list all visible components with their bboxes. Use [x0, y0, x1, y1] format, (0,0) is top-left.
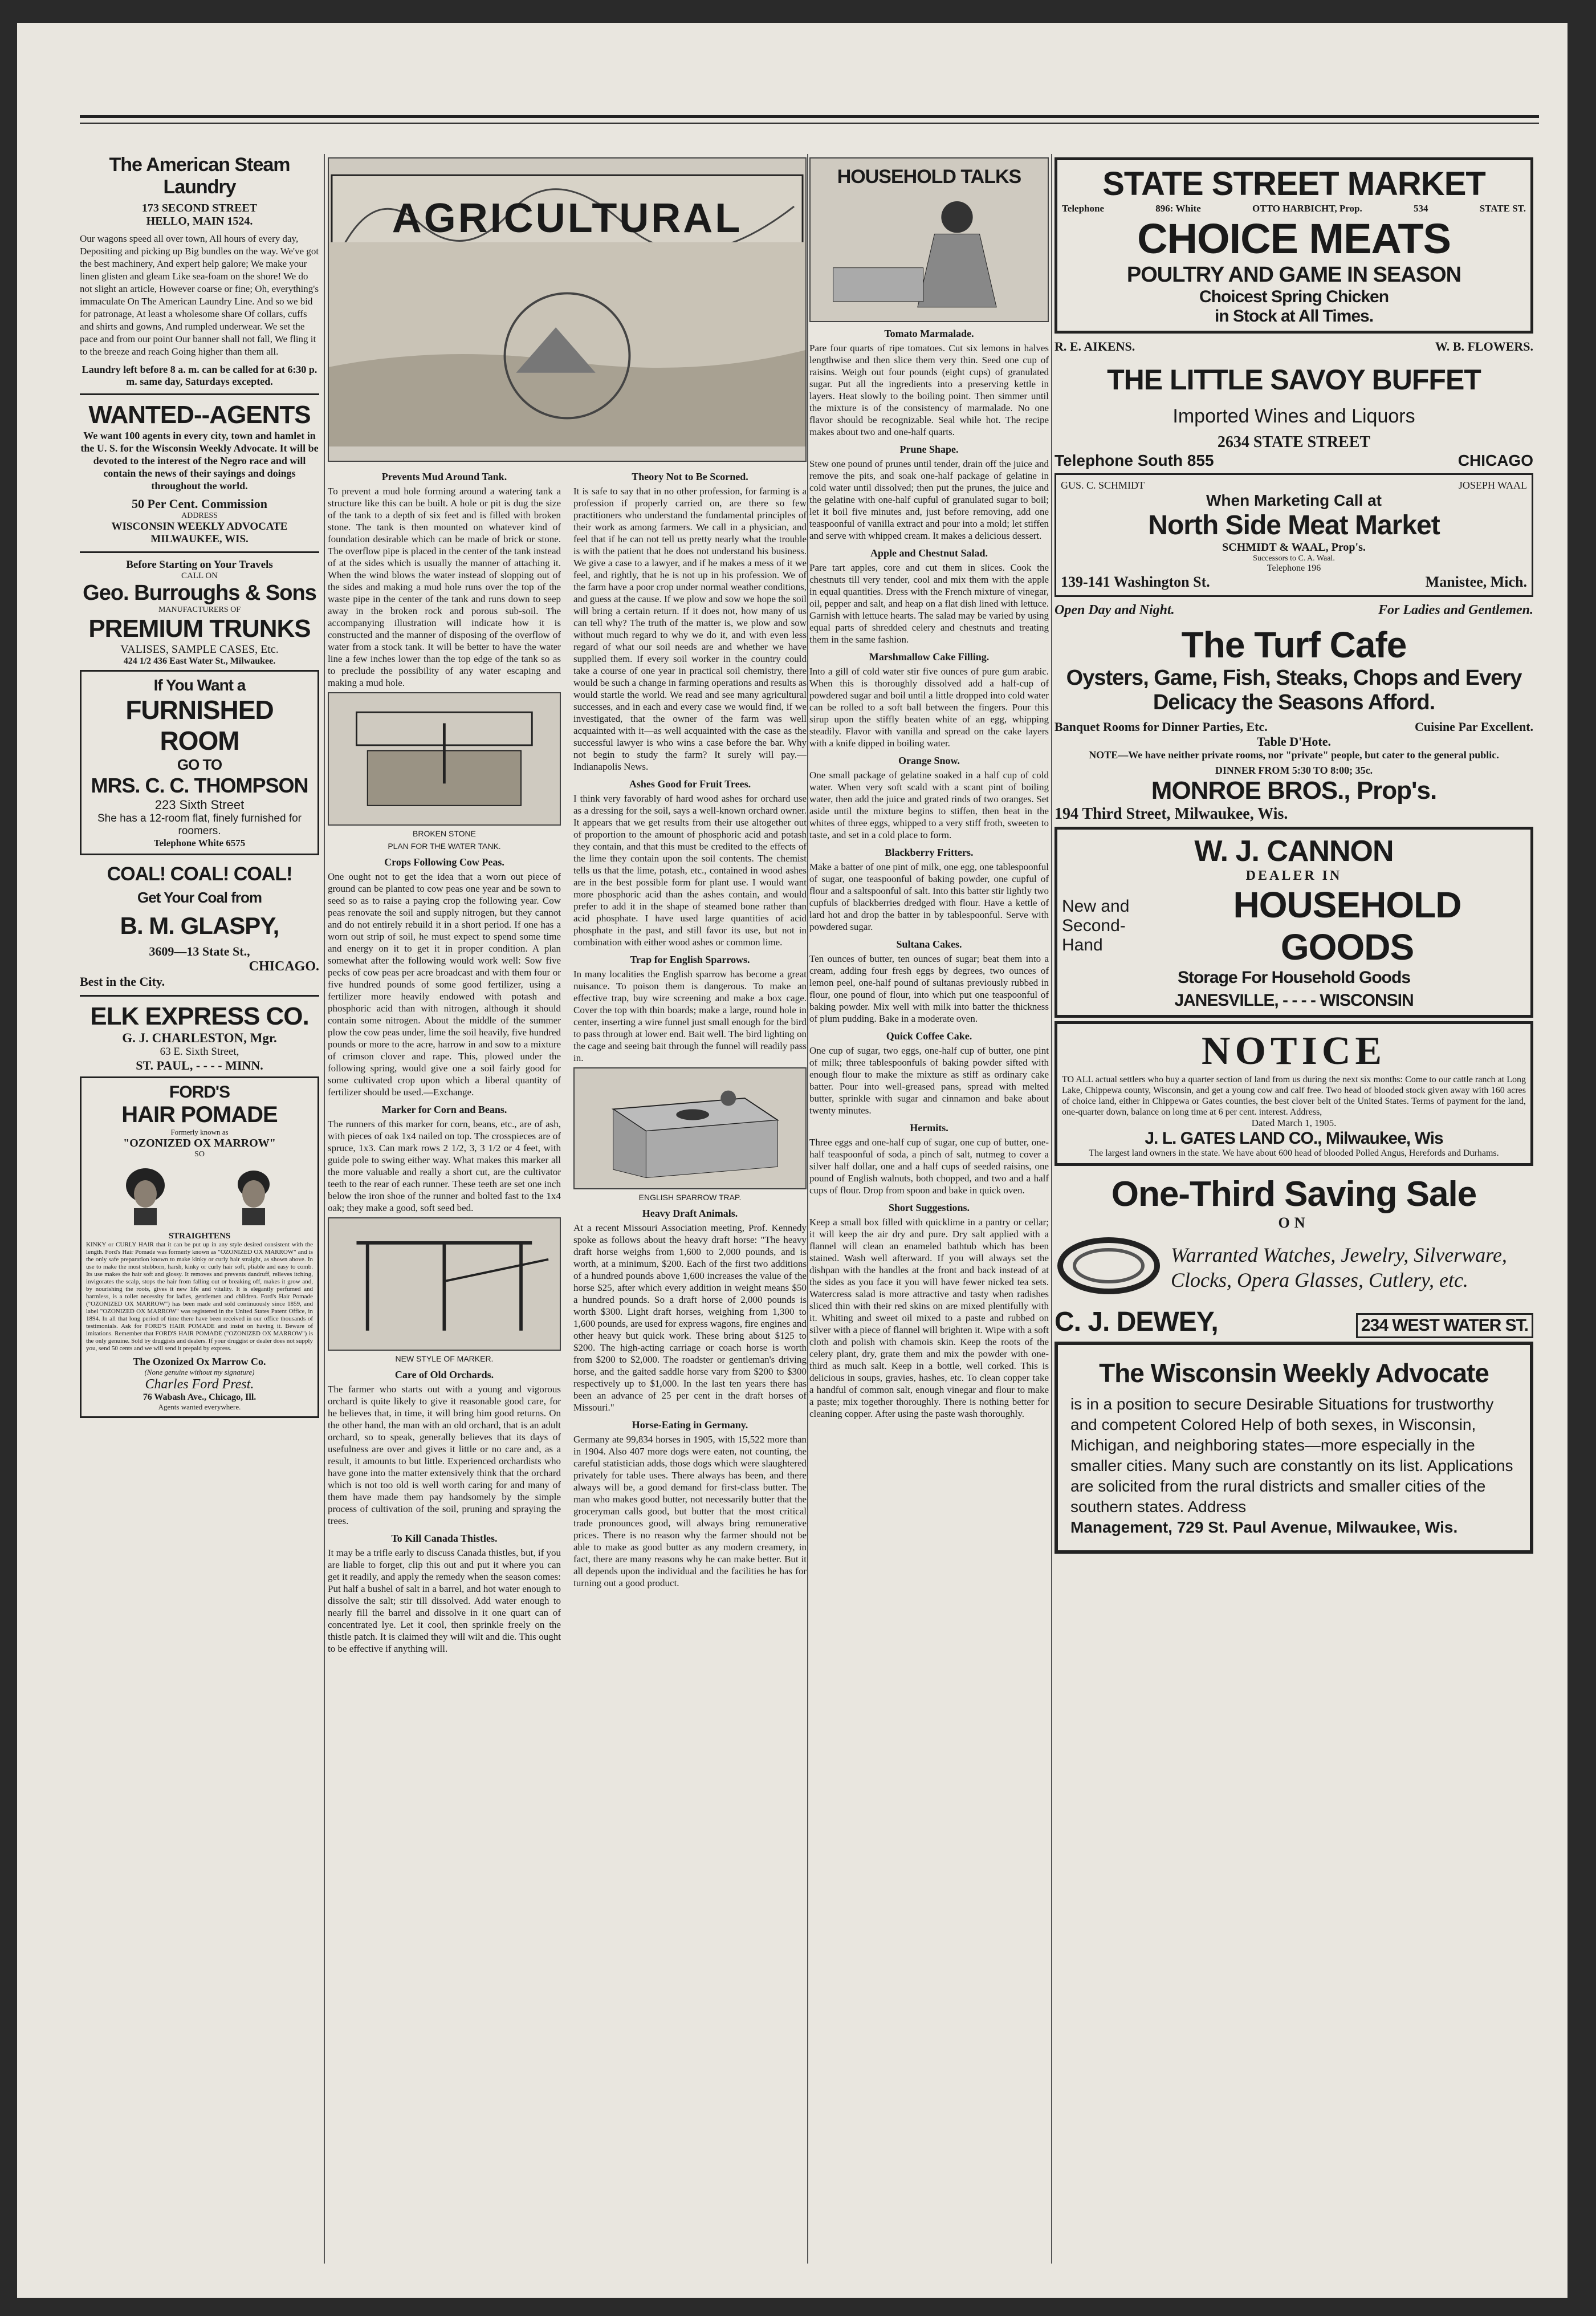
dewey-on: ON — [1278, 1214, 1310, 1231]
water-tank-image — [328, 692, 561, 826]
divider — [80, 551, 319, 553]
column-rule — [1051, 154, 1052, 2264]
savoy-owners — [1054, 339, 1533, 354]
column-rule — [324, 154, 325, 2264]
express-ad — [80, 1002, 319, 1073]
turf-line2: Delicacy the Seasons Afford. — [1153, 690, 1435, 714]
pomade-title1: FORD'S — [169, 1083, 230, 1102]
turf-note: NOTE—We have neither private rooms, nor "private" people, but cater to the general public. — [1089, 749, 1499, 761]
meat-address: 139-141 Washington St. — [1061, 574, 1210, 590]
column-left-ads — [80, 154, 319, 2264]
turf-cafe-ad — [1054, 603, 1533, 823]
market-poultry: POULTRY AND GAME IN SEASON — [1126, 263, 1461, 287]
advocate-title: The Wisconsin Weekly Advocate — [1099, 1358, 1489, 1388]
top-rule — [80, 115, 1539, 124]
pomade-ad — [80, 1076, 319, 1418]
recipe-item — [809, 847, 1049, 933]
pomade-title2: HAIR POMADE — [121, 1102, 278, 1127]
mud-head: Prevents Mud Around Tank. — [381, 471, 507, 482]
recipe-item — [809, 1122, 1049, 1196]
market-prop: OTTO HARBICHT, Prop. — [1252, 203, 1362, 214]
advocate-body: is in a position to secure Desirable Situations for trustworthy and competent Colored Help of both sexes, in Wisconsin, Michigan, and neighboring states—more especially in the smaller cities. Many such are constantly on its list. Applications are solicited from the rural districts and smaller cities of the southern states. Address — [1070, 1395, 1513, 1515]
turf-line1: Oysters, Game, Fish, Steaks, Chops and Every — [1066, 666, 1522, 690]
dewey-name: C. J. DEWEY, — [1054, 1307, 1218, 1337]
advocate-ad — [1054, 1342, 1533, 1554]
coal-ad — [80, 863, 319, 989]
household-woman-image — [816, 188, 1041, 314]
ashes-head: Ashes Good for Fruit Trees. — [629, 778, 751, 790]
notice-dated: Dated March 1, 1905. — [1251, 1118, 1337, 1128]
portrait-after-image — [206, 1163, 302, 1228]
turf-left: Open Day and Night. — [1054, 603, 1175, 617]
turf-address: 194 Third Street, Milwaukee, Wis. — [1054, 805, 1288, 823]
marker-text: The runners of this marker for corn, beans, etc., are of ash, with pieces of oak 1x4 nailed on top. The crosspieces are of spruce, 1x3. Can mark rows 2 1/2, 3, 3 1/2 or 4 feet, with guide pole to swing either way. What makes this marker all the more valuable and really a short cut, are the cultivator teeth to the rear of each runner. These teeth are set one inch below the iron shoe of the runner and bolted fast to the 1x4 oak; they make a good, soft seed bed. — [328, 1119, 561, 1213]
pomade-so: SO — [194, 1150, 205, 1159]
cannon-new: New and — [1062, 897, 1130, 916]
wanted-commission: 50 Per Cent. Commission — [132, 497, 267, 511]
cannon-city: JANESVILLE, - - - - WISCONSIN — [1174, 991, 1414, 1010]
recipe-head: Marshmallow Cake Filling. — [869, 651, 990, 663]
room-line2: FURNISHED ROOM — [125, 695, 274, 755]
room-body: She has a 12-room flat, finely furnished for roomers. — [97, 812, 302, 837]
crops-text: One ought not to get the idea that a worn out piece of ground can be planted to cow peas one year and be sown to seed so as to raise a paying crop the following year. Cow peas renovate the soil and supply nitrogen, but they cannot and do not entirely rebuild it in a short period. If one has a worn out strip of soil, he must expect to spend some time and energy on it to get it in proper condition. A plan somewhat after the following would work well: Sow five pecks of cow peas per acre broadcast and with them four or five hundred pounds of some good fertilizer, using a fertilizer more heavily endowed with potash and phosphoric acid than with nitrogen, although it should contain some nitrogen. About the middle of the summer plow the cow peas under, lime the soil heavily, five hundred pounds or more to the acre, harrow in and sow to a mixture of crimson clover and rape. This, plowed under the following spring, would give one a soil fairly good for some cultivated crop upon which a liberal quantity of fertilizer should be used.—Exchange. — [328, 871, 561, 1098]
recipe-item — [809, 755, 1049, 841]
coal-address: 3609—13 State St., — [149, 944, 250, 958]
orchards-text: The farmer who starts out with a young and vigorous orchard is quite likely to give it reasonable good care, for he believes that, in time, it will bring him good returns. On the other hand, the man with an old orchard, that is an adult orchard, so to speak, generally believes that its days of usefulness are over and gives it little or no care and, as a result, it amounts to but little. Experienced orchardists who have gone into the matter extensively think that the orchard which is not too old is well worth caring for and many of them have made them pay handsomely by the simple process of cultivation of the soil, pruning and spraying the trees. — [328, 1384, 561, 1526]
steam-laundry-ad — [80, 154, 319, 388]
agri-col-b — [573, 465, 807, 1655]
market-meats: CHOICE MEATS — [1137, 215, 1451, 262]
recipe-head: Tomato Marmalade. — [884, 328, 974, 339]
recipe-text: Stew one pound of prunes until tender, drain off the juice and remove the pits, and soak one-half package of gelatine in cold water until dissolved; then put the prunes, the juice and the gelatine with one-half cupful of granulated sugar to boil; let it boil five minutes and, just before removing, add one teaspoonful of vanilla extract and pour into a mold; let stiffen and serve with whipped cream. It makes a delicious dessert. — [809, 458, 1049, 541]
cannon-name: W. J. CANNON — [1194, 835, 1394, 868]
trunks-ad — [80, 559, 319, 667]
recipe-head: Hermits. — [910, 1122, 948, 1133]
draft-head: Heavy Draft Animals. — [642, 1208, 738, 1219]
furnished-room-ad — [80, 670, 319, 855]
ashes-text: I think very favorably of hard wood ashes for orchard use as a dressing for the soil, says a well-known orchard owner. It appears that we get results from their use altogether out of proportion to the amount of phosphoric acid and potash they contain, and that this must be credited to the effects of the lime they contain upon the soil contents. The chemist tells us that the lime, potash, etc., contained in wood ashes are in the best possible form for plant use. I would want more phosphoric acid than the ashes contain, and would prefer to add it in the shape of steamed bone rather than acid phosphate. I have used large quantities of acid phosphate in the past, and still favor its use, but not in combination with either wood ashes or common lime. — [573, 793, 807, 948]
theory-head: Theory Not to Be Scorned. — [632, 471, 748, 482]
pomade-straightens: STRAIGHTENS — [168, 1232, 231, 1241]
savoy-phone: Telephone South 855 — [1054, 452, 1214, 469]
room-name: MRS. C. C. THOMPSON — [91, 774, 308, 797]
express-city: ST. PAUL, - - - - MINN. — [136, 1058, 263, 1072]
recipe-head: Apple and Chestnut Salad. — [870, 547, 988, 559]
turf-title: The Turf Cafe — [1181, 624, 1407, 665]
turf-top-row — [1054, 603, 1533, 618]
thistles-text: It may be a trifle early to discuss Canada thistles, but, if you are liable to forget, clip this out and put it where you can get it readily, and apply the remedy when the season comes: Put half a bushel of salt in a barrel, and hot water enough to dissolve the salt; stir till dissolved. Add water enough to nearly fill the barrel and dissolve in it one quart can of concentrated lye. Let it cool, then sprinkle freely on the thistle patch. It is claimed they will wilt and die. This ought to be effective if anything will. — [328, 1547, 561, 1654]
savoy-sub: Imported Wines and Liquors — [1172, 405, 1415, 427]
coal-head: COAL! COAL! COAL! — [107, 863, 292, 885]
coal-line: Get Your Coal from — [137, 889, 262, 906]
pomade-agents: Agents wanted everywhere. — [158, 1403, 241, 1411]
room-line1: If You Want a — [153, 676, 246, 694]
trap-head: Trap for English Sparrows. — [630, 954, 750, 965]
trunks-name: Geo. Burroughs & Sons — [83, 581, 316, 605]
laundry-address: 173 SECOND STREET — [141, 202, 258, 214]
thistles-head: To Kill Canada Thistles. — [391, 1533, 498, 1544]
room-line3: GO TO — [177, 756, 222, 773]
meat-right: JOSEPH WAAL — [1458, 480, 1527, 491]
theory-text: It is safe to say that in no other profession, for farming is a profession if properly carried on, are there so few practitioners who understand the fundamental principles of their work as among farmers. We call in a physician, and feel that if he can not tell us pretty nearly what the trouble is with the patient that he does not understand his business. We give a case to a lawyer, and if he makes a mess of it we feel, and rightly, that he is not up in his profession. We of the farm have a poor crop under normal weather conditions, and guess at the cause. If we plow and sow we hope the soil will bring a certain return. If it does not, how many of us can tell why? The truth of the matter is, we plow and sow without much regard to why we do it, and with even less regard of what our soil needs are and whether we have supplied them. If every soil worker in the country could take a course of one year in practical soil chemistry, there would be such a change in farming operations and results as would startle the world. We read and see many agricultural successes, and in each and every case we would find, if we investigated, that the owner of the farm was well acquainted with it—as well acquainted with the case as the successful lawyer is who wins a case before the bar. Why not begin to study the farm? It surely will pay.—Indianapolis News. — [573, 486, 807, 772]
recipe-head: Prune Shape. — [899, 444, 959, 455]
meat-city: Manistee, Mich. — [1425, 574, 1527, 590]
pomade-note: (None genuine without my signature) — [144, 1368, 255, 1376]
meat-left: GUS. C. SCHMIDT — [1061, 480, 1145, 491]
laundry-phone: HELLO, MAIN 1524. — [146, 215, 253, 227]
meat-market-ad — [1054, 473, 1533, 597]
recipe-head: Short Suggestions. — [888, 1202, 970, 1213]
agricultural-section — [328, 154, 807, 2264]
pomade-ozonized: "OZONIZED OX MARROW" — [123, 1137, 276, 1149]
recipe-text: Pare four quarts of ripe tomatoes. Cut six lemons in halves lengthwise and then slice them very thin. Seed one cup of raisins. Weigh out four pounds (eight cups) of granulated sugar. Put all the ingredients into a preserving kettle in layers. Heat slowly to the boiling point. Then simmer until the mixture is of the consistency of marmalade. No one flavor should be recognizable. Seal while hot. The recipe makes about two and one-half quarts. — [809, 343, 1049, 437]
household-title: HOUSEHOLD TALKS — [837, 166, 1021, 188]
market-street: STATE ST. — [1479, 203, 1526, 214]
household-section — [809, 154, 1049, 2264]
marker-image — [328, 1217, 561, 1351]
dewey-address: 234 WEST WATER ST. — [1356, 1313, 1533, 1338]
meat-market-owners — [1061, 480, 1527, 491]
jewelry-image — [1054, 1232, 1163, 1303]
meat-bottom-row — [1061, 574, 1527, 591]
express-mgr: G. J. CHARLESTON, Mgr. — [122, 1031, 277, 1045]
recipe-item — [809, 1030, 1049, 1116]
pomade-maker: The Ozonized Ox Marrow Co. — [133, 1356, 266, 1367]
column-rule — [807, 154, 808, 2264]
pomade-formerly: Formerly known as — [170, 1128, 229, 1136]
recipe-head: Sultana Cakes. — [896, 938, 962, 950]
market-title: STATE STREET MARKET — [1102, 165, 1485, 202]
turf-props: MONROE BROS., Prop's. — [1151, 777, 1437, 804]
notice-body: TO ALL actual settlers who buy a quarter section of land from us during the next six months: Come to our cattle ranch at Long Lake, Chippewa county, Wisconsin, and get a young cow and calf free. Two head of blooded stock given away with 160 acres of choice land, either in Chippewa or Gates counties, the best clover belt of the United States. Terms of payment for the land, one-quarter down, balance on long time at 6 per cent. interest. Address, — [1062, 1075, 1526, 1117]
dewey-ad — [1054, 1174, 1533, 1338]
recipe-text: One cup of sugar, two eggs, one-half cup of butter, one pint of milk; three tablespoonfuls of baking powder sifted with enough flour to make the mixture as stiff as ordinary cake batter. Pour into well-greased pans, spread with melted butter, sprinkle with sugar and cinnamon and bake about twenty minutes. — [809, 1045, 1049, 1116]
turf-banquet-row — [1054, 720, 1533, 734]
cannon-goods-row — [1062, 884, 1526, 968]
recipe-text: Into a gill of cold water stir five ounces of pure gum arabic. When this is thoroughly dissolved add a half-cup of powdered sugar and boil until a little dropped into cold water can be rolled to a soft ball between the fingers. Pour this sirup upon the stiffly beaten white of an egg, whipping steadily. Flavor with vanilla and spread on the cake layers with a knife dipped in boiling water. — [809, 666, 1049, 749]
market-chicken2: in Stock at All Times. — [1214, 307, 1374, 326]
meat-title: North Side Meat Market — [1148, 510, 1440, 541]
divider — [80, 393, 319, 395]
turf-dinner: DINNER FROM 5:30 TO 8:00; 35c. — [1215, 765, 1373, 776]
pomade-address: 76 Wabash Ave., Chicago, Ill. — [142, 1392, 256, 1402]
wanted-address-label: ADDRESS — [181, 511, 218, 520]
meat-line1: When Marketing Call at — [1206, 491, 1382, 509]
marker-head: Marker for Corn and Beans. — [381, 1104, 507, 1115]
marker-caption: NEW STYLE OF MARKER. — [395, 1354, 494, 1363]
state-market-ad — [1054, 157, 1533, 334]
draft-text: At a recent Missouri Association meeting, Prof. Kennedy spoke as follows about the heavy draft horse: "The heavy draft horse weighs from 1,600 to 2,000 pounds, and is worth, at a minimum, $200. Each of the first two additions of a hundred pounds above 1,600 increases the value of the horse $25, after which every addition in weight means $50 a hundred pounds. So a draft horse of 2,000 pounds is worth $300. Light draft horses, weighing from 1,300 to 1,600 pounds, are used for express wagons, fire engines and other heavy but quick work. These bring about $125 to $200. The high-acting carriage or coach horse is worth from $200 to $2,000. The roadster or gentleman's driving horse, and the gaited saddle horse vary from $200 to $300 respectively up to $1,000. In the last ten years there has been an advance of 25 per cent in the draft horses of Missouri." — [573, 1222, 807, 1413]
market-num: 534 — [1413, 203, 1428, 214]
notice-company: J. L. GATES LAND CO., Milwaukee, Wis — [1145, 1129, 1443, 1148]
savoy-address: 2634 STATE STREET — [1217, 433, 1371, 451]
savoy-left: R. E. AIKENS. — [1054, 339, 1135, 354]
orchards-head: Care of Old Orchards. — [394, 1369, 494, 1380]
room-address: 223 Sixth Street — [154, 798, 245, 812]
laundry-title: The American Steam Laundry — [109, 154, 290, 198]
sparrow-trap-image — [573, 1067, 807, 1189]
meat-tel: Telephone 196 — [1267, 563, 1321, 573]
notice-ad — [1054, 1021, 1533, 1166]
tank-caption: PLAN FOR THE WATER TANK. — [388, 842, 501, 851]
wanted-address: WISCONSIN WEEKLY ADVOCATE MILWAUKEE, WIS. — [111, 521, 288, 545]
household-banner — [809, 157, 1049, 322]
market-chicken1: Choicest Spring Chicken — [1199, 287, 1389, 306]
recipe-item — [809, 938, 1049, 1025]
coal-name: B. M. GLASPY, — [120, 912, 279, 939]
pomade-body: KINKY or CURLY HAIR that it can be put up in any style desired consistent with the length. Ford's Hair Pomade was formerly known as "OZONIZED OX MARROW" and is the only safe preparation known to make kinky or curly hair straight, as shown above. In use to make the most stubborn, harsh, kinky or curly hair soft, pliable and easy to comb. Its use makes the hair soft and glossy. It removes and prevents dandruff, relieves itching, invigorates the scalp, stops the hair from falling out or breaking off, makes it grow and, by nourishing the roots, gives it new life and vitality. It is elegantly perfumed and harmless, is a toilet necessity for ladies, gentlemen and children. Ford's Hair Pomade ("OZONIZED OX MARROW") has been made and sold continuously since 1859, and label "OZONIZED OX MARROW" was registered in the United States Patent Office, in 1894. In all that long period of time there have been received in our office thousands of testimonials. Ask for FORD'S HAIR POMADE and insist on having it. Beware of imitations. Remember that FORD'S HAIR POMADE ("OZONIZED OX MARROW") is the only genuine. Sold by druggists and dealers. If your druggist or dealer does not supply you, send 50 cents and we will send it prepaid by express. — [86, 1241, 313, 1352]
recipe-head: Blackberry Fritters. — [885, 847, 974, 858]
cannon-second: Second-Hand — [1062, 916, 1126, 954]
turf-banquet: Banquet Rooms for Dinner Parties, Etc. — [1054, 720, 1268, 734]
wanted-agents-ad — [80, 401, 319, 546]
notice-herd: The largest land owners in the state. We have about 600 head of blooded Polled Angus, Herefords and Durhams. — [1089, 1148, 1499, 1158]
advocate-address: Management, 729 St. Paul Avenue, Milwaukee, Wis. — [1070, 1518, 1458, 1536]
wanted-body: We want 100 agents in every city, town and hamlet in the U. S. for the Wisconsin Weekly Advocate. It will be devoted to the interest of the Negro race and will contain the news of their sayings and doings throughout the world. — [80, 430, 319, 491]
trunks-mfr: MANUFACTURERS OF — [158, 606, 241, 614]
meat-succ: Successors to C. A. Waal. — [1253, 554, 1335, 563]
trunks-product: PREMIUM TRUNKS — [88, 615, 311, 643]
column-right-ads — [1054, 154, 1533, 2264]
savoy-city: CHICAGO — [1457, 452, 1533, 469]
savoy-title: THE LITTLE SAVOY BUFFET — [1107, 364, 1481, 396]
agri-columns — [328, 465, 807, 1655]
cannon-storage: Storage For Household Goods — [1177, 968, 1410, 987]
recipe-head: Orange Snow. — [898, 755, 960, 766]
notice-title: NOTICE — [1201, 1029, 1387, 1073]
germany-head: Horse-Eating in Germany. — [632, 1419, 748, 1431]
broken-stone-label: BROKEN STONE — [413, 829, 476, 838]
dewey-title: One-Third Saving Sale — [1111, 1175, 1477, 1214]
turf-cuisine: Cuisine Par Excellent. — [1415, 720, 1533, 734]
trunks-call: CALL ON — [181, 571, 218, 580]
trunks-pre: Before Starting on Your Travels — [126, 559, 273, 571]
coal-city: CHICAGO. — [249, 959, 319, 974]
mud-text: To prevent a mud hole forming around a watering tank a structure like this can be built. A hole or pit is dug the size of the tank to a depth of six feet and is filled with broken stone. The tank is then mounted on whatever kind of foundation desirable which can be made of brick or stone. The overflow pipe is placed in the center of the tank instead of at the sides which is usually the manner of attaching it. When the wind blows the water instead of slopping out of the sides and making a mud hole runs over the top of the waste pipe in the center of the tank and runs down to seep away in the broken rock and porous sub-soil. The accompanying illustration will indicate how it is constructed and the manner of disposing of the overflow of water from a stock tank. It will be better to have the water line a few inches lower than the top edge of the tank so as to preclude the possibility of any water escaping and making a mud hole. — [328, 486, 561, 688]
recipe-text: Three eggs and one-half cup of sugar, one cup of butter, one-half teaspoonful of soda, a pinch of salt, nutmeg to cover a silver half dollar, one and a half cups of seeded raisins, one pound of English walnuts, both chopped, and two and a half cups of flour. Drop from spoon and bake in quick oven. — [809, 1137, 1049, 1196]
savoy-bottom-row — [1054, 452, 1533, 470]
recipe-item — [809, 328, 1049, 438]
cannon-dealer: DEALER IN — [1245, 868, 1342, 883]
agri-col-a — [328, 465, 561, 1655]
recipe-text: Pare tart apples, core and cut them in slices. Cook the chestnuts till very tender, cool and mix them with the apple in equal quantities. Dress with the French mixture of vinegar, oil, pepper and salt, and heap on a flat dish lined with lettuce. Garnish with lettuce hearts. The salad may be varied by using equal parts of shredded celery and chestnuts and treating them in the same fashion. — [809, 562, 1049, 645]
newspaper-page — [17, 23, 1567, 2298]
laundry-note: Laundry left before 8 a. m. can be called for at 6:30 p. m. same day, Saturdays excepted. — [82, 364, 317, 387]
recipe-item — [809, 547, 1049, 645]
turf-right: For Ladies and Gentlemen. — [1378, 603, 1533, 617]
cannon-goods: HOUSEHOLD GOODS — [1233, 884, 1461, 968]
pomade-portraits — [97, 1163, 302, 1228]
agricultural-title: AGRICULTURAL — [392, 196, 743, 241]
express-name: ELK EXPRESS CO. — [90, 1002, 309, 1030]
savoy-ad — [1054, 339, 1533, 470]
divider — [80, 995, 319, 997]
trunks-items: VALISES, SAMPLE CASES, Etc. — [120, 643, 279, 656]
portrait-before-image — [97, 1163, 193, 1228]
coal-tag: Best in the City. — [80, 974, 165, 989]
agricultural-banner — [328, 157, 807, 462]
recipe-item — [809, 651, 1049, 749]
market-tel: 896: White — [1155, 203, 1201, 214]
recipe-head: Quick Coffee Cake. — [886, 1030, 972, 1042]
recipe-list — [809, 328, 1049, 1420]
market-info-row — [1062, 203, 1526, 214]
pomade-signature: Charles Ford Prest. — [145, 1377, 254, 1392]
farm-scene-image — [329, 242, 805, 447]
meat-props: SCHMIDT & WAAL, Prop's. — [1222, 541, 1366, 554]
recipe-text: Keep a small box filled with quicklime in a pantry or cellar; it will keep the air dry and pure. Dry salt applied with a flannel will clean an enameled bathtub which has been stained. Wash well afterward. If you will always set the dishpan with the handles at the front and back instead of at the sides as you face it you will have fewer nicked tea sets. Watercress salad is more attractive and tasty when radishes sliced thin with their red skins on are mixed plentifully with it. Whiting and sweet oil mixed to a paste and rubbed on silver with a piece of flannel will brighten it. Wipe with a soft cloth and polish with chamois skin. Keep the roots of the celery plant, dry, grate them and mix the powder with one-third as much salt. Keep in a bottle, well corked. This is delicious in soups, gravies, hashes, etc. To clean copper take a handful of common salt, enough vinegar and flour to make a paste; mix together thoroughly. There is nothing better for cleaning copper. After using the paste wash thoroughly. — [809, 1217, 1049, 1419]
cannon-new-second — [1062, 897, 1163, 955]
savoy-right: W. B. FLOWERS. — [1435, 339, 1533, 354]
laundry-poem: Our wagons speed all over town, All hours of every day, Depositing and picking up Big bundles on the way. We've got the best machinery, And expert help galore; We make your linen glisten and gleam Like sea-foam on the shore! We do not slight an article, However coarse or fine; Oh, everything's immaculate On The American Laundry Line. And so we bid for patronage, At least a wholesome share Of collars, cuffs and shirts and gowns, And rumpled underwear. We set the pace and from our point Our banner shall not fall, We fling it to the breeze and reach Going higher than them all. — [80, 233, 319, 357]
recipe-text: Make a batter of one pint of milk, one egg, one tablespoonful of sugar, one teaspoonful of baking powder, one cupful of flour and a saltspoonful of salt. Into this batter stir lightly two cupfuls of blackberries dredged with flour. Have a kettle of lard hot and drop the batter in by tablespoonful. Serve with powdered sugar. — [809, 862, 1049, 932]
room-phone: Telephone White 6575 — [153, 838, 246, 848]
trunks-address: 424 1/2 436 East Water St., Milwaukee. — [123, 656, 276, 666]
recipe-text: One small package of gelatine soaked in a half cup of cold water. When very soft scald with a scant pint of boiling water, then add the juice and grated rinds of two oranges. Set aside until the mixture begins to stiffen, then beat in the whites of three eggs, whipped to a very stiff froth, sweeten to taste, and set in a cold place to form. — [809, 770, 1049, 840]
cannon-ad — [1054, 827, 1533, 1018]
turf-table: Table D'Hote. — [1257, 734, 1331, 749]
market-tel-label: Telephone — [1062, 203, 1105, 214]
trap-caption: ENGLISH SPARROW TRAP. — [638, 1193, 742, 1202]
trap-text: In many localities the English sparrow has become a great nuisance. To poison them is dangerous. To make an effective trap, buy wire screening and make a box cage. Cover the top with thin boards; make a large, round hole in center, inserting a wire funnel just small enough for the bird to pass through at lower end. Bait well. The bird lighting on the cage and seeing bait through the funnel will readily pass in. — [573, 969, 807, 1063]
crops-head: Crops Following Cow Peas. — [384, 856, 504, 868]
germany-text: Germany ate 99,834 horses in 1905, with 15,522 more than in 1904. Also 407 more dogs were eaten, not counting, the careful statistician adds, those dogs which were slaughtered privately for table uses. There always has been, and there always will be, a good demand for first-class butter. The man who makes good butter, not necessarily butter that the groceryman calls good, but butter that the most critical trade pronounces good, will always bring remunerative prices. There is no reason why the farmer should not be able to make as good butter as any modern creamery, in fact, there are many reasons why he can make better. But it all depends upon the individual and the facilities he has for turning out a good product. — [573, 1434, 807, 1588]
recipe-item — [809, 444, 1049, 542]
recipe-text: Ten ounces of butter, ten ounces of sugar; beat them into a cream, adding four fresh eggs by degrees, two ounces of lemon peel, one-half pound of sultanas previously rubbed in flour, one pound of flour, into which put one teaspoonful of baking powder. Mix well with milk into batter the thickness of plum pudding. Bake in a moderate oven. — [809, 953, 1049, 1024]
wanted-title: WANTED--AGENTS — [88, 401, 311, 429]
dewey-goods-row — [1054, 1232, 1533, 1303]
dewey-goods: Warranted Watches, Jewelry, Silverware, Clocks, Opera Glasses, Cutlery, etc. — [1171, 1243, 1507, 1291]
dewey-bottom-row — [1054, 1306, 1533, 1338]
express-address: 63 E. Sixth Street, — [160, 1046, 239, 1058]
recipe-item — [809, 1202, 1049, 1420]
